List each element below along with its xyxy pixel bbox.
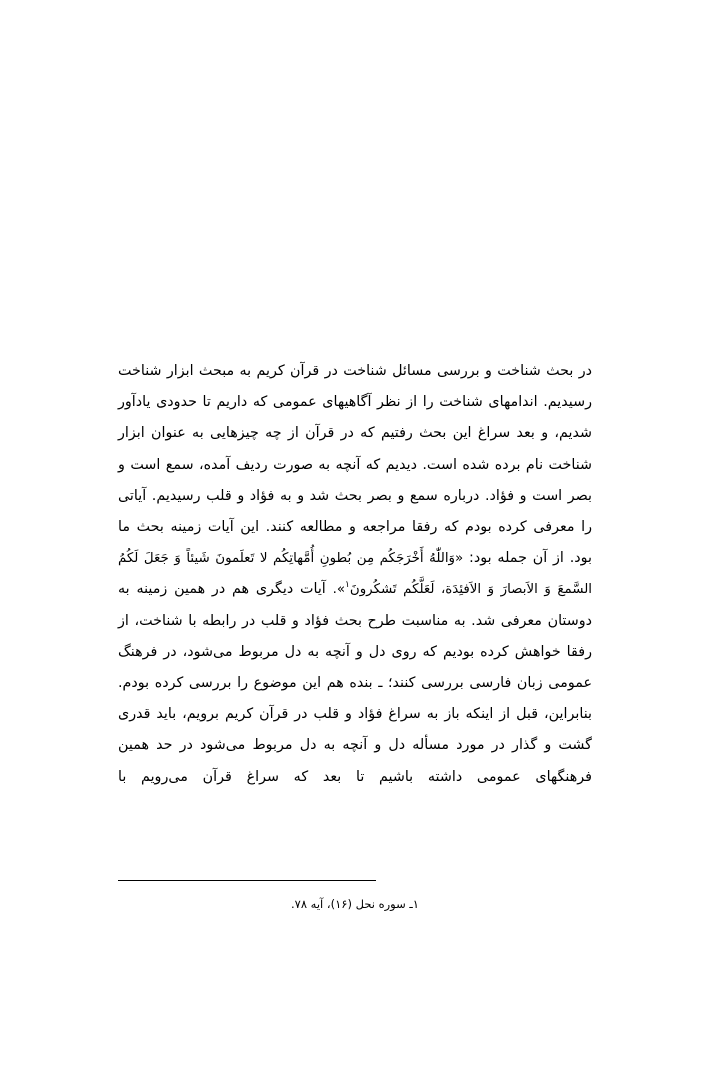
footnote-reference: ۱ <box>345 580 350 591</box>
footnote-separator-wrapper <box>118 880 592 881</box>
body-text-block <box>118 356 592 793</box>
quran-quotation: «وَاللّٰهُ أَخْرَجَكُم مِن بُطونِ أُمَّهاتِكُم لا تَعلَمونَ شَیئاً وَ جَعَلَ لَكُمُ السَّمعَ وَ الاَبصارَ وَ الاَفئِدَة، لَعَلَّكُم تَشكُرونَ <box>118 551 592 598</box>
quran-quotation-end: ». <box>332 582 346 598</box>
paragraph-2-text: آیات دیگری هم در همین زمینه به دوستان معرفی شد. به مناسبت طرح بحث فؤاد و قلب در رابطه با شناخت، از رفقا خواهش کرده بودیم که روی دل و آنچه به دل مربوط می‌شود، در فرهنگ عمومی زبان فارسی بررسی کنند؛ ـ بنده هم این موضوع را بررسی کرده بودم. بنابراین، قبل از اینکه باز به سراغ فؤاد و قلب در قرآن کریم برویم، باید قدری گشت و گذار در مورد مسأله دل و آنچه به دل مربوط می‌شود در حد همین فرهنگهای عمومی داشته باشیم تا بعد که سراغ قرآن می‌رویم با <box>118 581 592 785</box>
body-paragraph <box>118 356 592 793</box>
footnote-separator-rule <box>118 880 376 881</box>
footnote-text: ۱ـ سوره نحل (۱۶)، آیه ۷۸. <box>291 897 419 911</box>
paragraph-1-text: در بحث شناخت و بررسی مسائل شناخت در قرآن کریم به مبحث ابزار شناخت رسیدیم. اندامهای شناخت را از نظر آگاهیهای عمومی که داریم تا حدودی یادآور شدیم، و بعد سراغ این بحث رفتیم که در قرآن از چه چیزهایی به عنوان ابزار شناخت نام برده شده است. دیدیم که آنچه به صورت ردیف آمده، سمع است و بصر است و فؤاد. درباره سمع و بصر بحث شد و به فؤاد و قلب رسیدیم. آیاتی را معرفی کرده بودم که رفقا مراجعه و مطالعه کنند. این آیات زمینه بحث ما بود. از آن جمله بود: <box>118 363 592 567</box>
footnote-zone <box>118 880 592 913</box>
